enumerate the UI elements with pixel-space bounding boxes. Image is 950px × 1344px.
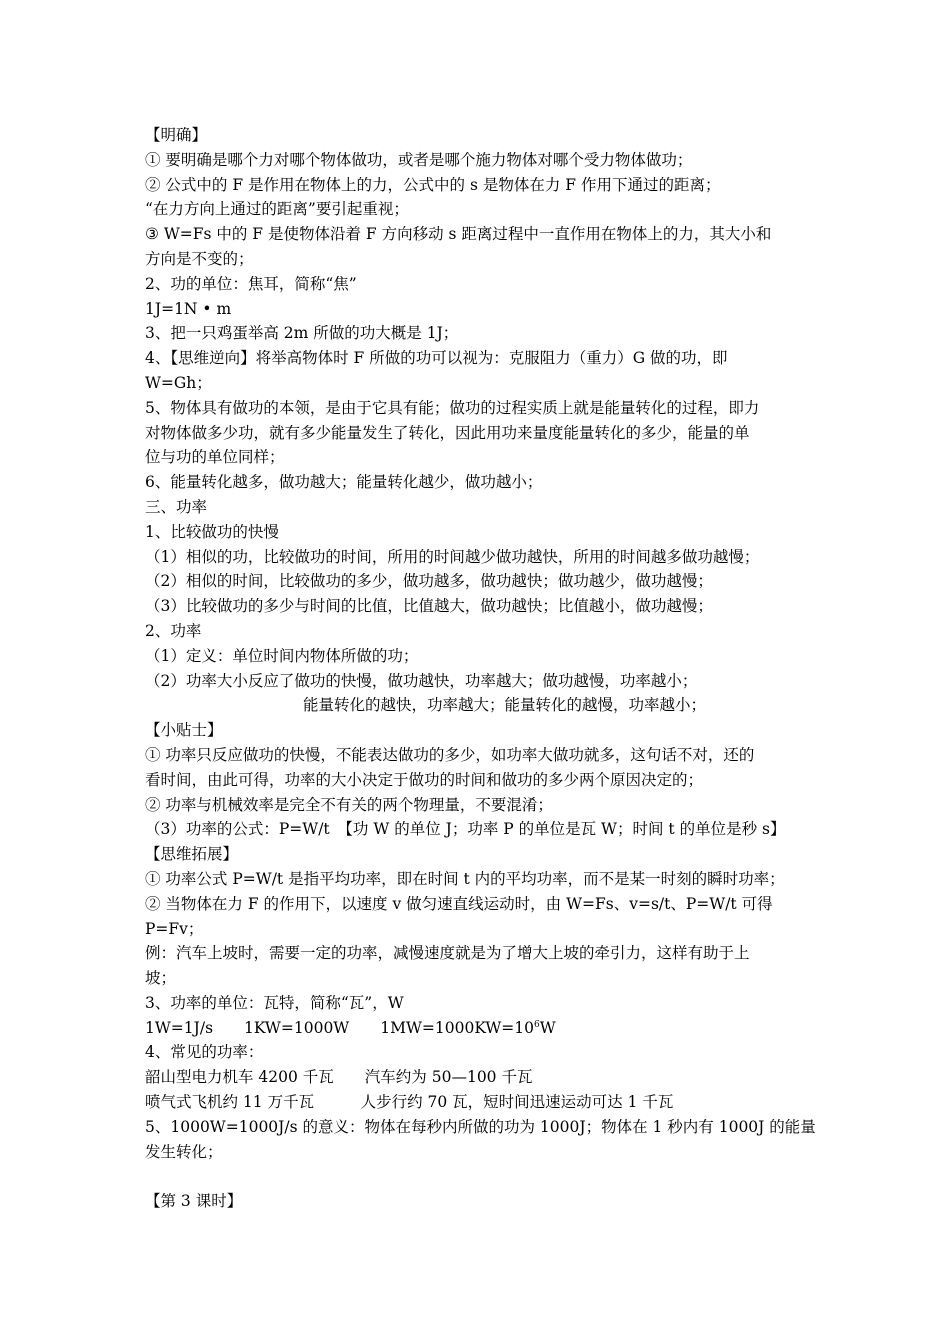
unit-kw: 1KW=1000W — [244, 1018, 350, 1037]
text-line: （2）功率大小反应了做功的快慢，做功越快，功率越大；做功越慢，功率越小； — [145, 671, 698, 690]
text-line: ② 当物体在力 F 的作用下，以速度 v 做匀速直线运动时，由 W=Fs、v=s/t、P=W/t 可得 — [145, 894, 773, 913]
text-line: ② 功率与机械效率是完全不有关的两个物理量，不要混淆； — [145, 795, 553, 814]
text-line: 例：汽车上坡时，需要一定的功率，减慢速度就是为了增大上坡的牵引力，这样有助于上 — [145, 944, 750, 963]
subheading: 2、功率 — [145, 621, 202, 640]
text-line-indented: 能量转化的越快，功率越大；能量转化的越慢，功率越小； — [303, 696, 707, 715]
text-line: ③ W=Fs 中的 F 是使物体沿着 F 方向移动 s 距离过程中一直作用在物体上的力，其大小和 — [145, 225, 772, 244]
unit-mw-exponent: 6 — [534, 1019, 540, 1030]
text-line: 2、功的单位：焦耳，简称“焦” — [145, 274, 357, 293]
text-line: ① 功率公式 P=W/t 是指平均功率，即在时间 t 内的平均功率，而不是某一时刻的瞬时功率； — [145, 869, 785, 888]
text-line: “在力方向上通过的距离”要引起重视； — [145, 200, 409, 219]
text-line: ① 功率只反应做功的快慢，不能表达做功的多少，如功率大做功就多，这句话不对，还的 — [145, 745, 755, 764]
text-line: （3）比较做功的多少与时间的比值，比值越大，做功越快；比值越小，做功越慢； — [145, 597, 713, 616]
text-line: 5、1000W=1000J/s 的意义：物体在每秒内所做的功为 1000J；物体在 1 秒内有 1000J 的能量 — [145, 1117, 816, 1136]
text-line: 6、能量转化越多，做功越大；能量转化越少，做功越小； — [145, 473, 543, 492]
text-line: 对物体做多少功，就有多少能量发生了转化，因此用功来量度能量转化的多少，能量的单 — [145, 423, 750, 442]
units-line — [145, 1016, 810, 1041]
text-line: 喷气式飞机约 11 万千瓦 人步行约 70 瓦，短时间迅速运动可达 1 千瓦 — [145, 1093, 674, 1112]
section-heading-power: 三、功率 — [145, 497, 208, 516]
subheading: 4、常见的功率： — [145, 1043, 264, 1062]
text-line: 4、【思维逆向】将举高物体时 F 所做的功可以视为：克服阻力（重力）G 做的功，即 — [145, 349, 728, 368]
lesson-footer-heading: 【第 3 课时】 — [145, 1192, 243, 1211]
text-line: （3）功率的公式：P=W/t 【功 W 的单位 J；功率 P 的单位是瓦 W；时间 t 的单位是秒 s】 — [145, 820, 786, 839]
text-line: 坡； — [145, 969, 177, 988]
text-line: 3、把一只鸡蛋举高 2m 所做的功大概是 1J； — [145, 324, 459, 343]
heading-tips: 【小贴士】 — [145, 721, 223, 740]
text-line: 方向是不变的； — [145, 249, 254, 268]
heading-extension: 【思维拓展】 — [145, 845, 239, 864]
heading-mingque: 【明确】 — [145, 126, 208, 144]
text-line: 看时间，由此可得，功率的大小决定于做功的时间和做功的多少两个原因决定的； — [145, 770, 704, 789]
text-line: （1）相似的功，比较做功的时间，所用的时间越少做功越快，所用的时间越多做功越慢； — [145, 547, 760, 566]
text-line: ① 要明确是哪个力对哪个物体做功，或者是哪个施力物体对哪个受力物体做功； — [145, 150, 693, 169]
text-line: W=Gh； — [145, 373, 212, 392]
document-page — [145, 123, 816, 1214]
subheading: 1、比较做功的快慢 — [145, 522, 279, 541]
blank-gap — [145, 1164, 810, 1189]
text-line: 3、功率的单位：瓦特，简称“瓦”，W — [145, 993, 404, 1012]
text-line: （1）定义：单位时间内物体所做的功； — [145, 646, 419, 665]
unit-mw-unit: W — [539, 1018, 556, 1037]
formula-line: 1J=1N • m — [145, 299, 232, 318]
text-line: 5、物体具有做功的本领，是由于它具有能；做功的过程实质上就是能量转化的过程，即力 — [145, 398, 760, 417]
text-line: ② 公式中的 F 是作用在物体上的力，公式中的 s 是物体在力 F 作用下通过的距离； — [145, 175, 721, 194]
text-line: 位与功的单位同样； — [145, 448, 285, 467]
text-line: P=Fv； — [145, 919, 204, 938]
text-line: （2）相似的时间，比较做功的多少，做功越多，做功越快；做功越少，做功越慢； — [145, 572, 713, 591]
text-line: 发生转化； — [145, 1142, 223, 1161]
unit-mw-base: 1MW=1000KW=10 — [380, 1018, 535, 1037]
text-line: 韶山型电力机车 4200 千瓦 汽车约为 50—100 千瓦 — [145, 1068, 533, 1087]
unit-w: 1W=1J/s — [145, 1018, 214, 1037]
